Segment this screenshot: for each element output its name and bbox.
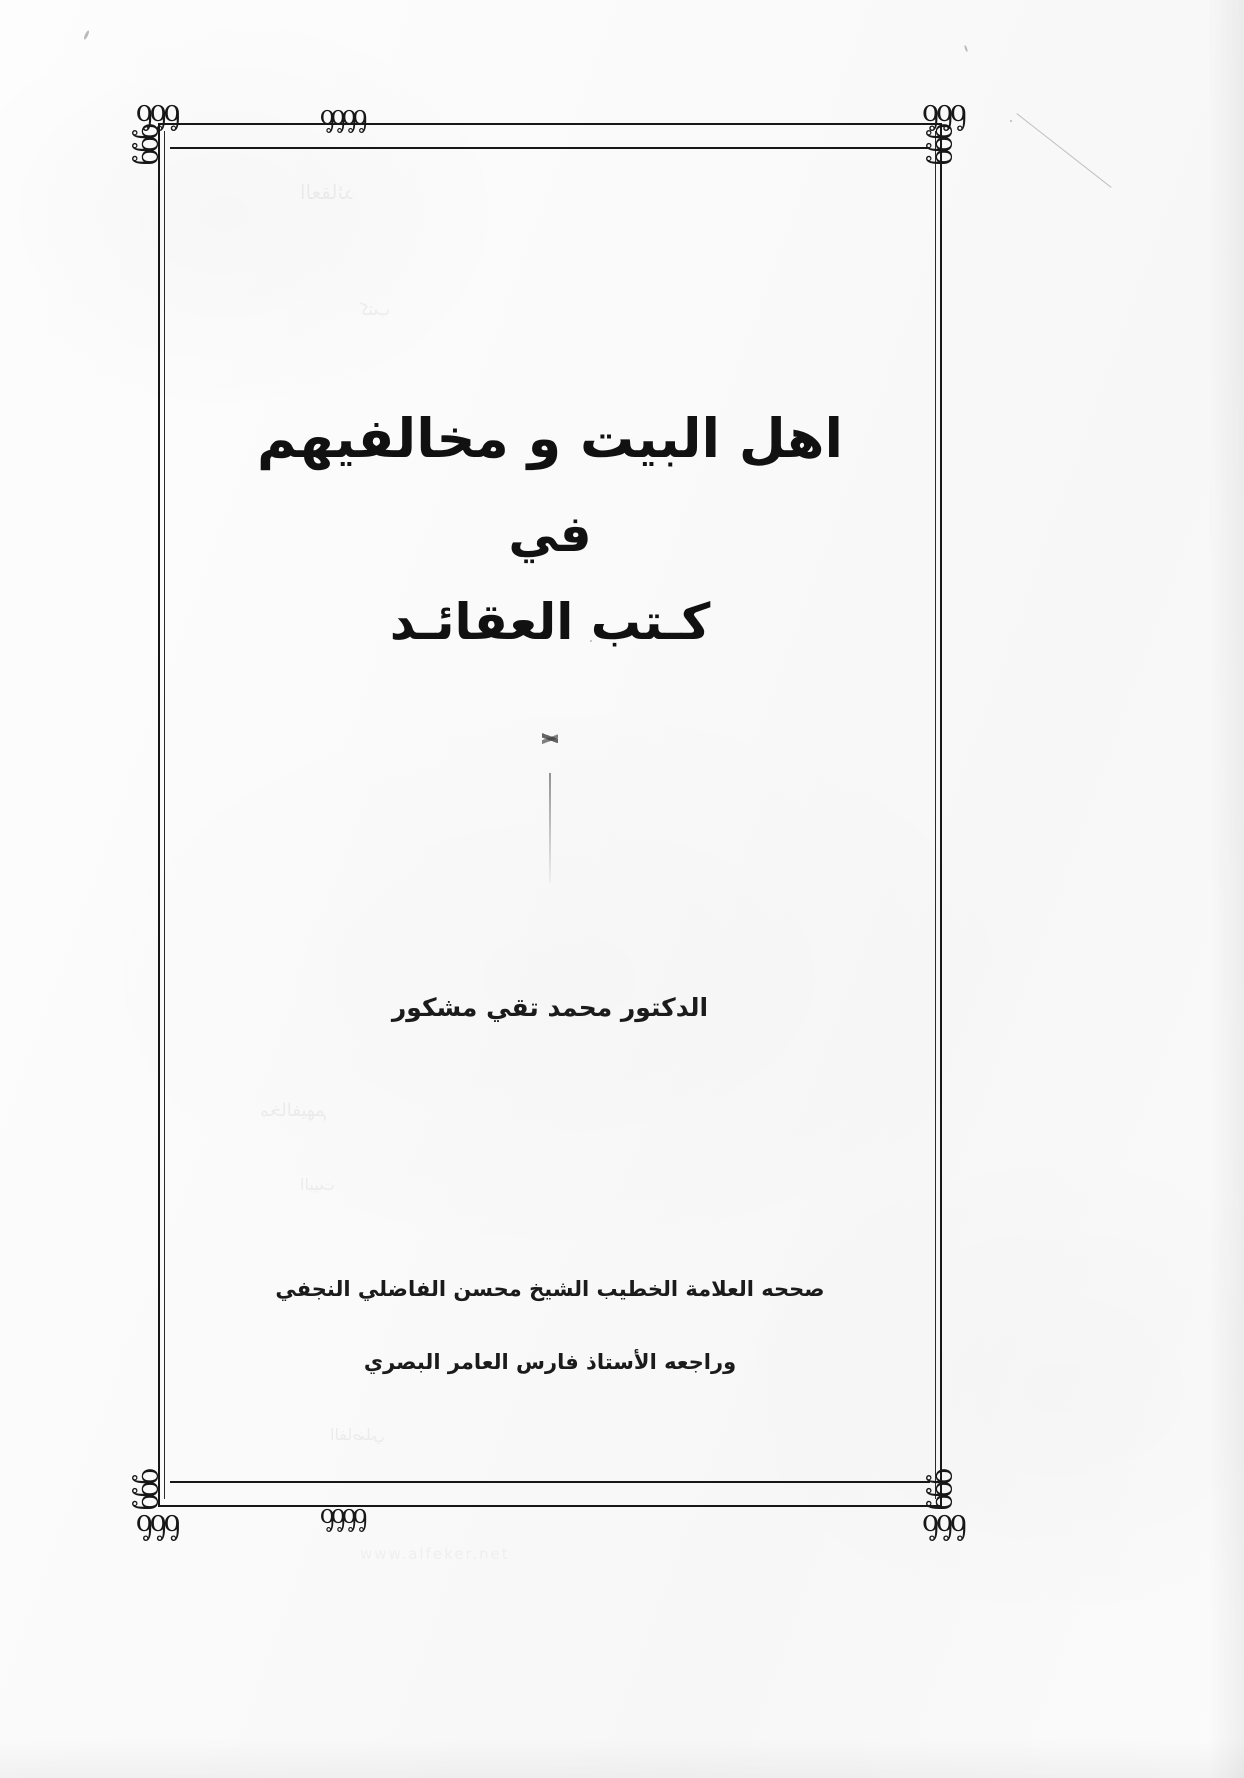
book-title-line-3: كـتب العقائـد: [389, 592, 711, 651]
credit-corrector: صححه العلامة الخطيب الشيخ محسن الفاضلي النجفي: [275, 1276, 825, 1301]
corner-flourish-top-right-icon: [922, 90, 967, 162]
corner-flourish-horizontal: ᧁᧁᧁ: [136, 1500, 178, 1540]
ink-streak: [549, 773, 551, 883]
scan-hairline: [1016, 113, 1111, 188]
edge-flourish-top-icon: ᧁᧁᧁᧁ: [320, 97, 364, 132]
corner-flourish-top-left-icon: [133, 90, 178, 162]
ink-smudge-mark: [542, 721, 558, 755]
scan-edge-shadow-right: [1208, 0, 1244, 1778]
book-title-line-1: اهل البيت و مخالفيهم: [257, 407, 843, 470]
author-name: الدكتور محمد تقي مشكور: [391, 992, 709, 1022]
ghost-text: العقائد: [300, 180, 354, 204]
corner-flourish-horizontal: ᧁᧁᧁ: [922, 90, 964, 130]
scan-edge-shadow-bottom: [0, 1738, 1244, 1778]
scan-speck: [83, 30, 90, 40]
corner-flourish-vertical: ᧁᧁᧁ: [133, 123, 173, 162]
ghost-text: مخالفيهم: [260, 1100, 328, 1121]
ghost-text: كتب: [360, 300, 390, 320]
credit-reviewer: وراجعه الأستاذ فارس العامر البصري: [363, 1349, 737, 1374]
ghost-text: www.alfeker.net: [360, 1545, 510, 1563]
corner-flourish-vertical: ᧁᧁᧁ: [133, 1468, 173, 1507]
book-title-line-2: في: [508, 504, 592, 563]
edge-flourish-bottom-icon: ᧁᧁᧁᧁ: [320, 1496, 364, 1531]
corner-flourish-horizontal: ᧁᧁᧁ: [922, 1500, 964, 1540]
corner-flourish-bottom-left-icon: [133, 1468, 178, 1540]
cover-content: [180, 140, 920, 1490]
corner-flourish-vertical: ᧁᧁᧁ: [927, 123, 967, 162]
corner-flourish-bottom-right-icon: [922, 1468, 967, 1540]
corner-flourish-vertical: ᧁᧁᧁ: [927, 1468, 967, 1507]
credits-block: [180, 1277, 920, 1375]
corner-flourish-horizontal: ᧁᧁᧁ: [136, 90, 178, 130]
scan-speck: [964, 45, 968, 52]
ghost-text: البيت: [300, 1175, 335, 1194]
scan-speck: [1010, 120, 1012, 122]
ghost-text: الفاضلي: [330, 1425, 385, 1444]
